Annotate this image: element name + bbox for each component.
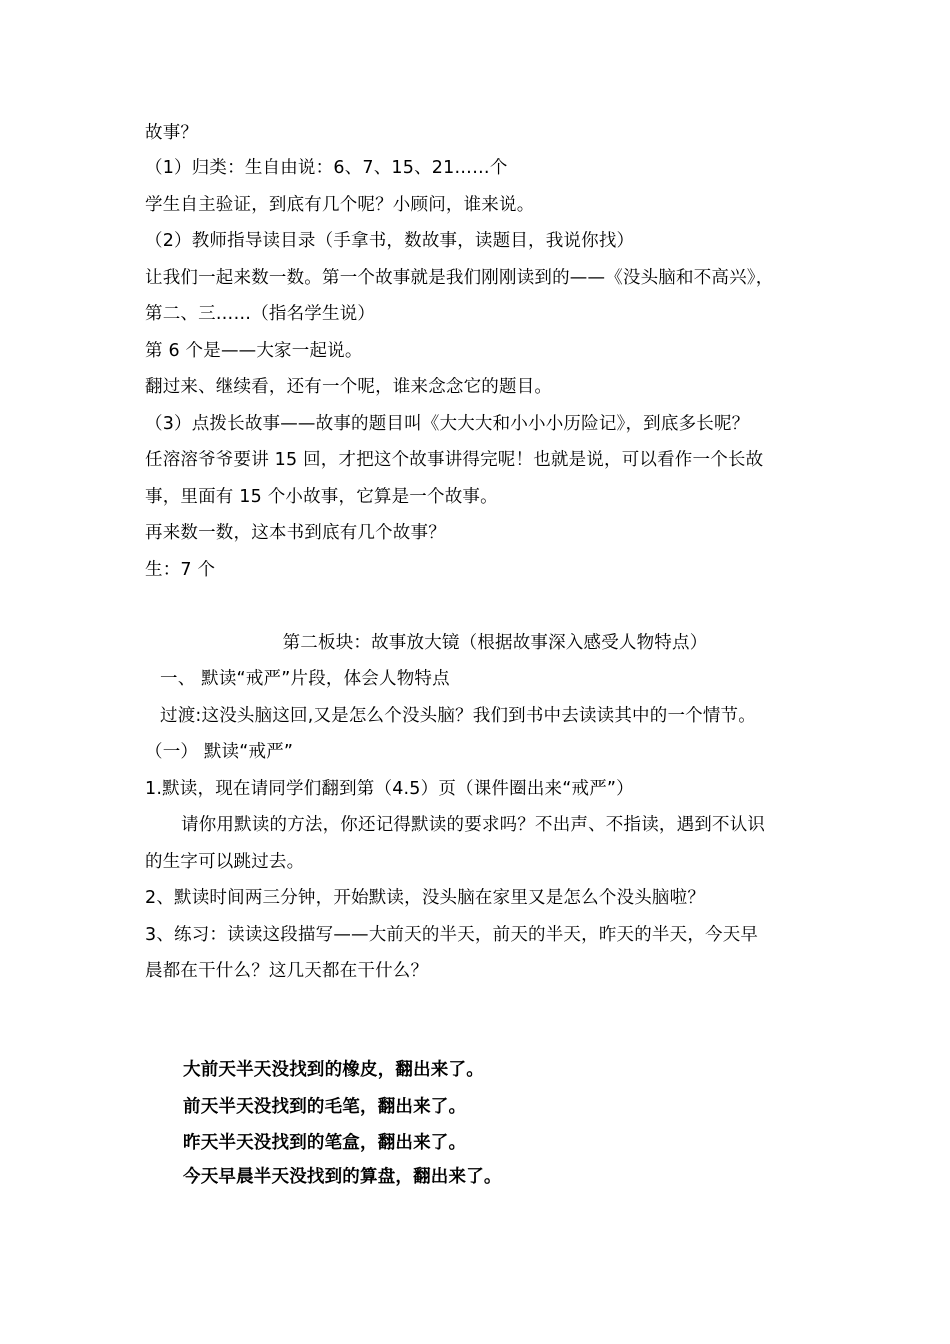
- text-line: 1.默读，现在请同学们翻到第（4.5）页（课件圈出来“戒严”）: [145, 779, 634, 799]
- text-line: （一） 默读“戒严”: [145, 742, 294, 762]
- bold-text-line: 今天早晨半天没找到的算盘，翻出来了。: [183, 1167, 502, 1187]
- text-line: 第 6 个是——大家一起说。: [145, 341, 363, 361]
- text-line: 请你用默读的方法，你还记得默读的要求吗？不出声、不指读，遇到不认识: [181, 815, 766, 835]
- text-line: （3）点拨长故事——故事的题目叫《大大大和小小小历险记》，到底多长呢？: [145, 414, 750, 434]
- text-line: （1）归类：生自由说：6、7、15、21……个: [145, 158, 508, 178]
- text-line: 让我们一起来数一数。第一个故事就是我们刚刚读到的——《没头脑和不高兴》，: [145, 268, 774, 288]
- bold-text-line: 昨天半天没找到的笔盒，翻出来了。: [183, 1133, 467, 1153]
- text-line: 故事？: [145, 123, 199, 143]
- bold-text-line: 前天半天没找到的毛笔，翻出来了。: [183, 1097, 467, 1117]
- text-line: （2）教师指导读目录（手拿书，数故事，读题目，我说你找）: [145, 231, 635, 251]
- text-line: 的生字可以跳过去。: [145, 852, 305, 872]
- text-line: 晨都在干什么？这几天都在干什么？: [145, 961, 429, 981]
- text-line: 学生自主验证，到底有几个呢？小顾问，谁来说。: [145, 195, 535, 215]
- section-title: 第二板块：故事放大镜（根据故事深入感受人物特点）: [282, 633, 708, 653]
- text-line: 任溶溶爷爷要讲 15 回，才把这个故事讲得完呢！也就是说，可以看作一个长故: [145, 450, 764, 470]
- text-line: 过渡:这没头脑这回,又是怎么个没头脑？我们到书中去读读其中的一个情节。: [160, 706, 756, 726]
- text-line: 3、练习：读读这段描写——大前天的半天，前天的半天，昨天的半天，今天早: [145, 925, 759, 945]
- text-line: 第二、三……（指名学生说）: [145, 304, 376, 324]
- bold-text-line: 大前天半天没找到的橡皮，翻出来了。: [183, 1060, 484, 1080]
- text-line: 2、默读时间两三分钟，开始默读，没头脑在家里又是怎么个没头脑啦？: [145, 888, 706, 908]
- text-line: 生：7 个: [145, 560, 216, 580]
- text-line: 一、 默读“戒严”片段，体会人物特点: [160, 669, 450, 689]
- text-line: 事，里面有 15 个小故事，它算是一个故事。: [145, 487, 498, 507]
- text-line: 再来数一数，这本书到底有几个故事？: [145, 523, 446, 543]
- text-line: 翻过来、继续看，还有一个呢，谁来念念它的题目。: [145, 377, 553, 397]
